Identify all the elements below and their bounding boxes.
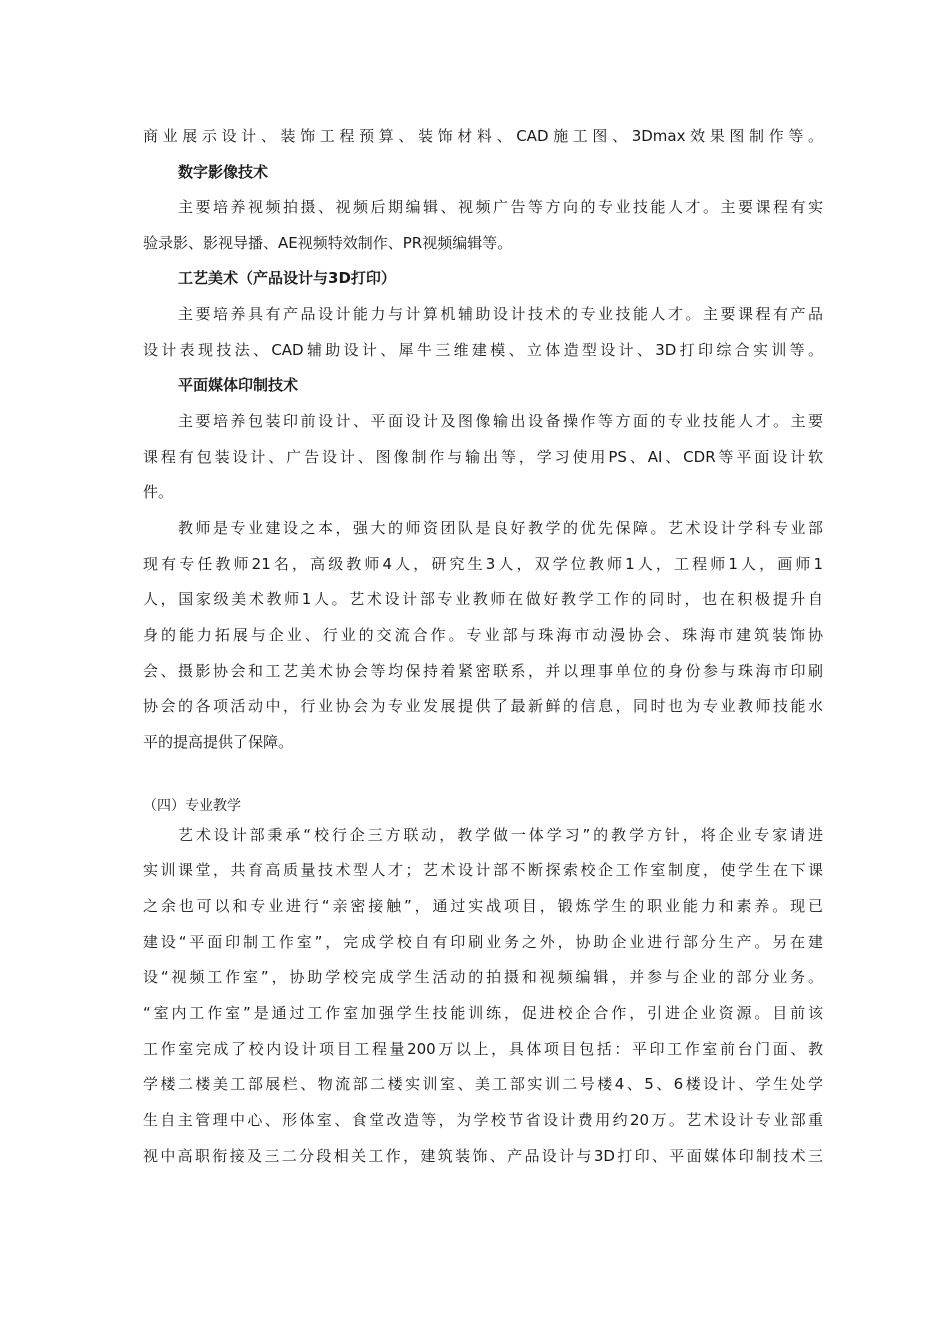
paragraph-line: 身的能力拓展与企业、行业的交流合作。专业部与珠海市动漫协会、珠海市建筑装饰协 xyxy=(143,626,823,644)
paragraph-line: 主要培养包装印前设计、平面设计及图像输出设备操作等方面的专业技能人才。主要 xyxy=(178,412,823,430)
paragraph-line: 件。 xyxy=(143,483,174,501)
paragraph-line: 人，国家级美术教师1人。艺术设计部专业教师在做好教学工作的同时，也在积极提升自 xyxy=(143,590,823,608)
section-heading-teaching: （四）专业教学 xyxy=(143,798,241,814)
paragraph-line: 课程有包装设计、广告设计、图像制作与输出等，学习使用PS、AI、CDR等平面设计软 xyxy=(143,448,823,466)
paragraph-line: “室内工作室”是通过工作室加强学生技能训练，促进校企合作，引进企业资源。目前该 xyxy=(143,1004,823,1022)
paragraph-line: 主要培养视频拍摄、视频后期编辑、视频广告等方向的专业技能人才。主要课程有实 xyxy=(178,198,823,216)
paragraph-line: 设“视频工作室”，协助学校完成学生活动的拍摄和视频编辑，并参与企业的部分业务。 xyxy=(143,968,823,986)
section-heading-print-media: 平面媒体印制技术 xyxy=(178,376,299,394)
paragraph-line: 教师是专业建设之本，强大的师资团队是良好教学的优先保障。艺术设计学科专业部 xyxy=(178,519,823,537)
paragraph-line: 之余也可以和专业进行“亲密接触”，通过实战项目，锻炼学生的职业能力和素养。现已 xyxy=(143,897,823,915)
paragraph-line: 会、摄影协会和工艺美术协会等均保持着紧密联系，并以理事单位的身份参与珠海市印刷 xyxy=(143,662,823,680)
paragraph-line: 艺术设计部秉承“校行企三方联动，教学做一体学习”的教学方针，将企业专家请进 xyxy=(178,826,823,844)
paragraph-line: 平的提高提供了保障。 xyxy=(143,733,294,751)
paragraph-line: 验录影、影视导播、AE视频特效制作、PR视频编辑等。 xyxy=(143,234,513,252)
paragraph-line: 现有专任教师21名，高级教师4人，研究生3人，双学位教师1人，工程师1人，画师1 xyxy=(143,555,823,573)
section-heading-craft-art: 工艺美术（产品设计与3D打印） xyxy=(178,269,396,287)
paragraph-line: 学楼二楼美工部展栏、物流部二楼实训室、美工部实训二号楼4、5、6楼设计、学生处学 xyxy=(143,1075,823,1093)
paragraph-line: 建设“平面印制工作室”，完成学校自有印刷业务之外，协助企业进行部分生产。另在建 xyxy=(143,933,823,951)
paragraph-line: 协会的各项活动中，行业协会为专业发展提供了最新鲜的信息，同时也为专业教师技能水 xyxy=(143,697,823,715)
section-heading-digital-imaging: 数字影像技术 xyxy=(178,163,269,181)
paragraph-line: 生自主管理中心、形体室、食堂改造等，为学校节省设计费用约20万。艺术设计专业部重 xyxy=(143,1111,823,1129)
paragraph-line: 工作室完成了校内设计项目工程量200万以上，具体项目包括：平印工作室前台门面、教 xyxy=(143,1040,823,1058)
paragraph-line: 主要培养具有产品设计能力与计算机辅助设计技术的专业技能人才。主要课程有产品 xyxy=(178,305,823,323)
paragraph-line: 视中高职衔接及三二分段相关工作，建筑装饰、产品设计与3D打印、平面媒体印制技术三 xyxy=(143,1147,823,1165)
paragraph-line: 设计表现技法、CAD辅助设计、犀牛三维建模、立体造型设计、3D打印综合实训等。 xyxy=(143,341,823,359)
paragraph-line: 商业展示设计、装饰工程预算、装饰材料、CAD施工图、3Dmax效果图制作等。 xyxy=(143,127,823,145)
paragraph-line: 实训课堂，共育高质量技术型人才；艺术设计部不断探索校企工作室制度，使学生在下课 xyxy=(143,861,823,879)
